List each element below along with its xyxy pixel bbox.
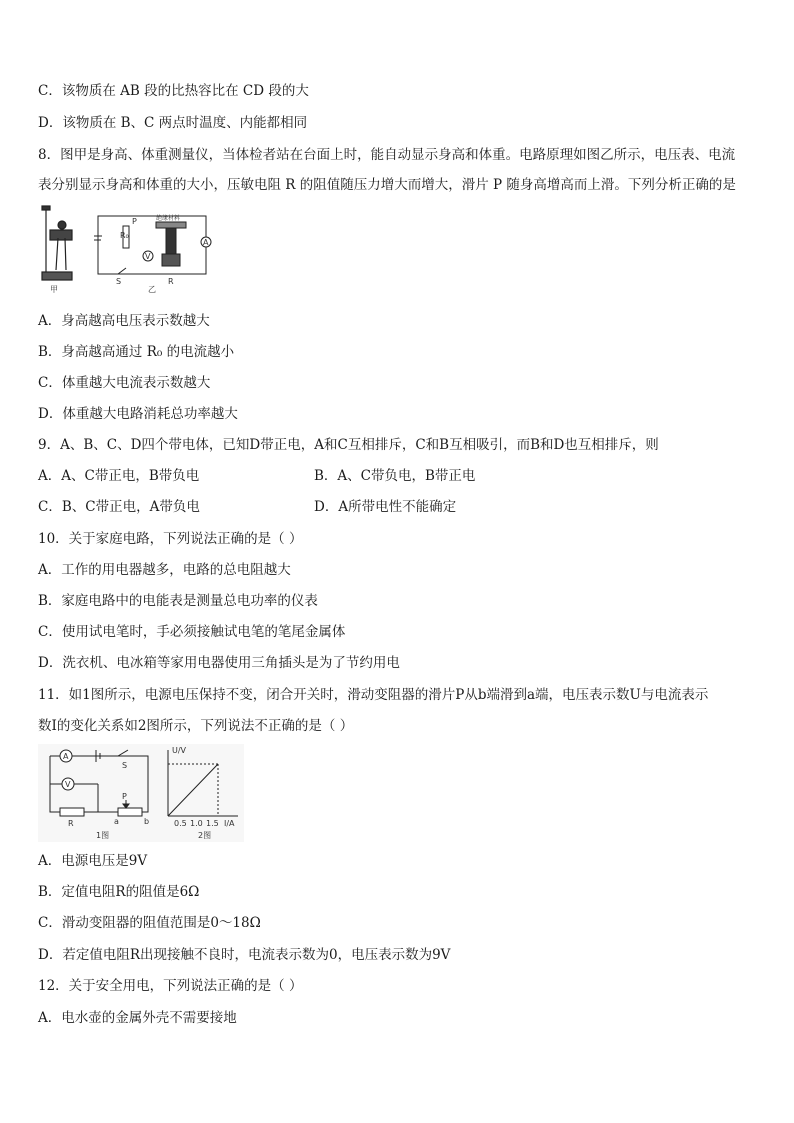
q11-a-label: a [114,817,119,826]
label-jia: 甲 [50,285,58,294]
q11-option-a: A．电源电压是9V [38,853,148,869]
q8-option-d: D．体重越大电路消耗总功率越大 [38,406,238,422]
label-v: V [145,252,151,261]
label-s: S [116,277,122,286]
q11-ammeter: A [63,752,69,761]
q11-tick-1: 0.5 [174,819,187,828]
q11-tick-2: 1.0 [190,819,203,828]
q11-option-b: B．定值电阻R的阻值是6Ω [38,884,200,900]
q8-stem-line2: 表分别显示身高和体重的大小，压敏电阻 R 的阻值随压力增大而增大，滑片 P 随身高增高而上滑。下列分析正确的是 [38,177,736,193]
q10-option-d: D．洗衣机、电冰箱等家用电器使用三角插头是为了节约用电 [38,655,400,671]
q8-yi-circuit [94,216,211,274]
q9-stem: 9．A、B、C、D四个带电体，已知D带正电，A和C互相排斥，C和B互相吸引，而B和D也互相排斥，则 [38,437,659,453]
q11-b-label: b [144,817,150,826]
label-platform: 绝缘材料 [156,215,181,222]
q10-option-b: B．家庭电路中的电能表是测量总电功率的仪表 [38,593,318,609]
q11-switch-label: S [122,761,128,770]
q8-stem-line1: 8．图甲是身高、体重测量仪，当体检者站在台面上时，能自动显示身高和体重。电路原理如图乙所示，电压表、电流 [38,147,736,163]
option-c-q7: C．该物质在 AB 段的比热容比在 CD 段的大 [38,83,309,99]
q11-y-axis-label: U/V [172,746,187,755]
q11-stem-line1: 11．如1图所示，电源电压保持不变，闭合开关时，滑动变阻器的滑片P从b端滑到a端，电压表示数U与电流表示 [38,687,709,703]
q11-p-label: P [122,792,127,801]
label-r0: R₀ [120,231,129,240]
q8-figure [38,204,218,296]
q11-voltmeter: V [65,780,71,789]
q11-option-c: C．滑动变阻器的阻值范围是0～18Ω [38,915,261,931]
q11-figure [38,744,244,842]
label-r: R [168,277,174,286]
q8-jia-image [42,206,72,280]
q10-stem: 10．关于家庭电路，下列说法正确的是（ ） [38,531,303,547]
q8-option-b: B．身高越高通过 R₀ 的电流越小 [38,344,235,360]
q11-x-axis-label: I/A [224,819,235,828]
q11-r-label: R [68,819,74,828]
q11-caption-2: 2图 [198,831,212,840]
q11-stem-line2: 数I的变化关系如2图所示，下列说法不正确的是（ ） [38,718,354,734]
q9-option-b: B．A、C带负电，B带正电 [314,468,476,484]
q8-option-a: A．身高越高电压表示数越大 [38,313,210,329]
q9-option-c: C．B、C带正电，A带负电 [38,499,200,515]
label-yi: 乙 [148,285,156,294]
q12-option-a: A．电水壶的金属外壳不需要接地 [38,1010,237,1026]
q11-option-d: D．若定值电阻R出现接触不良时，电流表示数为0，电压表示数为9V [38,947,451,963]
label-p: P [132,217,137,226]
option-d-q7: D．该物质在 B、C 两点时温度、内能都相同 [38,115,308,131]
q10-option-c: C．使用试电笔时，手必须接触试电笔的笔尾金属体 [38,624,346,640]
label-a: A [203,238,209,247]
q11-caption-1: 1图 [96,831,110,840]
q8-option-c: C．体重越大电流表示数越大 [38,375,211,391]
q10-option-a: A．工作的用电器越多，电路的总电阻越大 [38,562,291,578]
q12-stem: 12．关于安全用电，下列说法正确的是（ ） [38,978,303,994]
q9-option-d: D．A所带电性不能确定 [314,499,457,515]
q9-option-a: A．A、C带正电，B带负电 [38,468,200,484]
q11-tick-3: 1.5 [206,819,219,828]
